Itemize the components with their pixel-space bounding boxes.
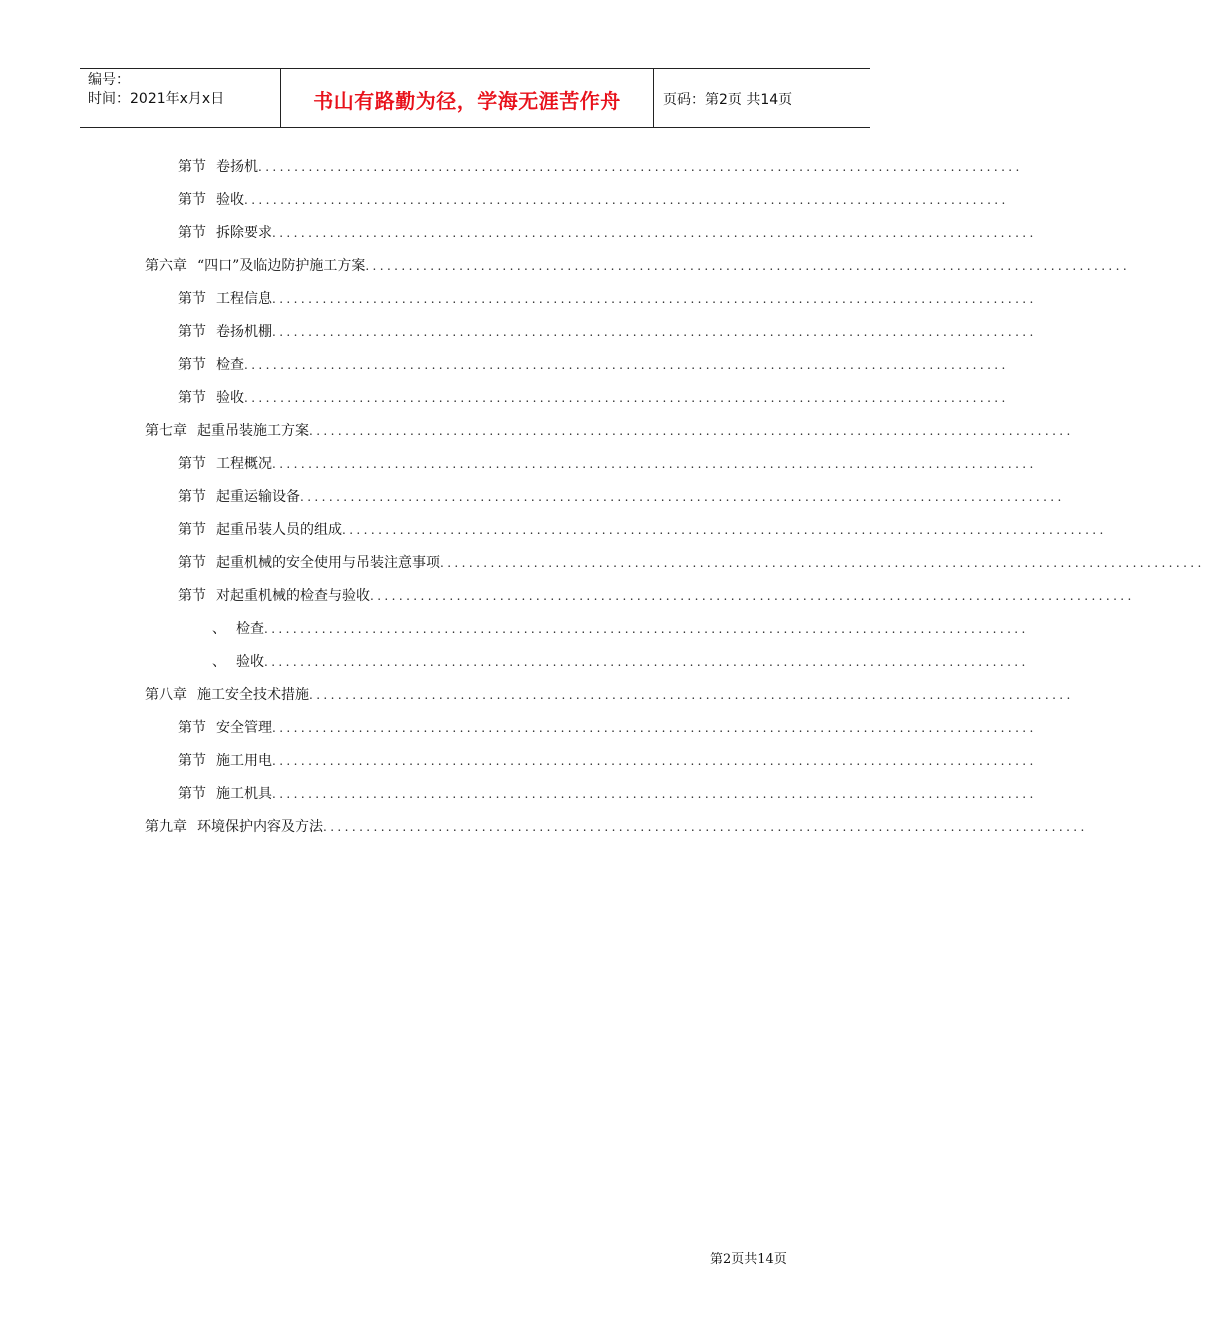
toc-entry-title: 施工安全技术措施 xyxy=(197,687,309,703)
toc-entry[interactable] xyxy=(178,580,1135,613)
toc-leader-dots: .......................................................................................................... xyxy=(264,622,1029,636)
toc-entry-prefix: 第节 xyxy=(178,720,206,736)
toc-entry-title: 安全管理 xyxy=(216,720,272,736)
toc-chapter-entry[interactable] xyxy=(145,415,1074,448)
toc-entry-prefix: 第节 xyxy=(178,786,206,802)
toc-entry[interactable] xyxy=(178,349,1009,382)
toc-entry-title: 验收 xyxy=(236,654,264,670)
toc-entry-title: 验收 xyxy=(216,192,244,208)
toc-entry[interactable] xyxy=(178,448,1037,481)
toc-entry-title: 卷扬机 xyxy=(216,159,258,175)
toc-chapter-entry[interactable] xyxy=(145,250,1131,283)
toc-chapter-entry[interactable] xyxy=(145,811,1088,844)
toc-leader-dots: .......................................................................................................... xyxy=(440,556,1205,570)
toc-leader-dots: .......................................................................................................... xyxy=(370,589,1135,603)
toc-leader-dots: .......................................................................................................... xyxy=(272,226,1037,240)
toc-entry-title: 卷扬机棚 xyxy=(216,324,272,340)
toc-entry-title: 起重运输设备 xyxy=(216,489,300,505)
document-number-label: 编号： xyxy=(88,72,130,88)
toc-entry[interactable] xyxy=(178,283,1037,316)
toc-entry-title: 验收 xyxy=(216,390,244,406)
toc-leader-dots: .......................................................................................................... xyxy=(272,292,1037,306)
toc-leader-dots: .......................................................................................................... xyxy=(365,259,1131,273)
header-page-number: 页码：第2页 共14页 xyxy=(663,92,793,108)
toc-entry[interactable] xyxy=(178,481,1065,514)
toc-entry-title: 工程信息 xyxy=(216,291,272,307)
toc-entry-title: 环境保护内容及方法 xyxy=(197,819,323,835)
toc-entry-prefix: 、 xyxy=(212,621,226,637)
toc-entry-title: 检查 xyxy=(216,357,244,373)
toc-leader-dots: .......................................................................................................... xyxy=(309,424,1074,438)
toc-leader-dots: .......................................................................................................... xyxy=(264,655,1029,669)
toc-entry-prefix: 第节 xyxy=(178,324,206,340)
toc-entry-prefix: 第节 xyxy=(178,159,206,175)
toc-leader-dots: .......................................................................................................... xyxy=(342,523,1107,537)
toc-entry-prefix: 第节 xyxy=(178,357,206,373)
toc-leader-dots: .......................................................................................................... xyxy=(244,358,1009,372)
toc-entry-prefix: 第九章 xyxy=(145,819,187,835)
toc-entry[interactable] xyxy=(178,217,1037,250)
toc-entry[interactable] xyxy=(178,547,1205,580)
toc-entry[interactable] xyxy=(178,712,1037,745)
header-meta xyxy=(80,69,281,127)
toc-leader-dots: .......................................................................................................... xyxy=(309,688,1074,702)
toc-leader-dots: .......................................................................................................... xyxy=(244,391,1009,405)
toc-entry[interactable] xyxy=(178,778,1037,811)
toc-entry-title: 起重吊装施工方案 xyxy=(197,423,309,439)
toc-entry-title: 检查 xyxy=(236,621,264,637)
toc-entry-title: 施工用电 xyxy=(216,753,272,769)
toc-leader-dots: .......................................................................................................... xyxy=(300,490,1065,504)
toc-entry-prefix: 第节 xyxy=(178,489,206,505)
toc-leader-dots: .......................................................................................................... xyxy=(272,457,1037,471)
toc-entry-prefix: 第节 xyxy=(178,390,206,406)
toc-leader-dots: .......................................................................................................... xyxy=(272,754,1037,768)
toc-entry[interactable] xyxy=(178,745,1037,778)
toc-entry-prefix: 第七章 xyxy=(145,423,187,439)
toc-entry-prefix: 第节 xyxy=(178,588,206,604)
toc-chapter-entry[interactable] xyxy=(145,679,1074,712)
toc-leader-dots: .......................................................................................................... xyxy=(272,787,1037,801)
toc-entry-prefix: 第节 xyxy=(178,192,206,208)
toc-leader-dots: .......................................................................................................... xyxy=(244,193,1009,207)
toc-leader-dots: .......................................................................................................... xyxy=(272,325,1037,339)
toc-entry-prefix: 第节 xyxy=(178,291,206,307)
toc-subentry[interactable] xyxy=(212,646,1029,679)
toc-entry-title: 起重吊装人员的组成 xyxy=(216,522,342,538)
toc-entry-title: 施工机具 xyxy=(216,786,272,802)
toc-entry-prefix: 第六章 xyxy=(145,258,187,274)
toc-entry[interactable] xyxy=(178,514,1107,547)
toc-leader-dots: .......................................................................................................... xyxy=(258,160,1023,174)
header-motto: 书山有路勤为径，学海无涯苦作舟 xyxy=(281,69,654,127)
document-date-label: 时间：2021年x月x日 xyxy=(88,91,225,107)
toc-entry-prefix: 第节 xyxy=(178,753,206,769)
toc-entry-prefix: 第节 xyxy=(178,555,206,571)
toc-entry-title: “四口”及临边防护施工方案 xyxy=(197,258,366,274)
toc-entry-title: 拆除要求 xyxy=(216,225,272,241)
page-footer-number: 第2页共14页 xyxy=(710,1252,787,1267)
toc-entry[interactable] xyxy=(178,382,1009,415)
toc-entry[interactable] xyxy=(178,151,1023,184)
toc-entry-title: 对起重机械的检查与验收 xyxy=(216,588,370,604)
page-header xyxy=(80,68,870,128)
toc-entry-title: 起重机械的安全使用与吊装注意事项 xyxy=(216,555,440,571)
toc-entry-prefix: 、 xyxy=(212,654,226,670)
toc-entry-prefix: 第节 xyxy=(178,225,206,241)
toc-subentry[interactable] xyxy=(212,613,1029,646)
toc-entry-prefix: 第节 xyxy=(178,522,206,538)
toc-leader-dots: .......................................................................................................... xyxy=(272,721,1037,735)
toc-entry[interactable] xyxy=(178,316,1037,349)
toc-entry-prefix: 第节 xyxy=(178,456,206,472)
toc-entry-prefix: 第八章 xyxy=(145,687,187,703)
toc-entry[interactable] xyxy=(178,184,1009,217)
toc-leader-dots: .......................................................................................................... xyxy=(323,820,1088,834)
toc-entry-title: 工程概况 xyxy=(216,456,272,472)
